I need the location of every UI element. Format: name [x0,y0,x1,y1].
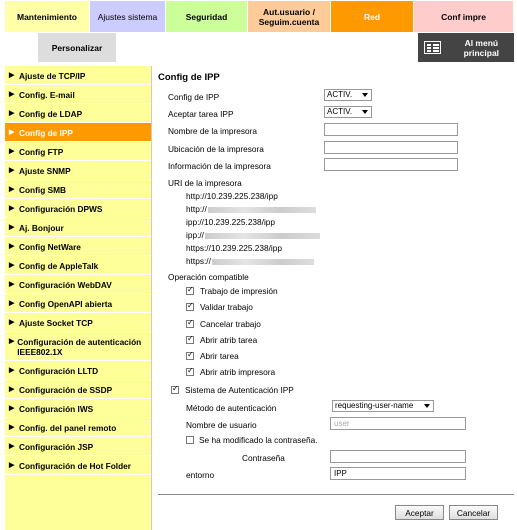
sidebar-item-label: Configuración IWS [19,404,94,414]
uri-https-host [186,255,314,269]
sidebar-item-hot-folder[interactable] [5,456,151,475]
op-get-jobs-label: Abrir tarea [200,351,239,361]
tab-aut-usuario[interactable]: Aut.usuario / Seguim.cuenta [248,1,331,32]
sidebar-item-iws[interactable] [5,399,151,418]
sidebar-item-webdav[interactable] [5,275,151,294]
arrow-right-icon: ▶ [9,424,15,431]
sidebar-item-email[interactable] [5,85,151,104]
sidebar-item-bonjour[interactable] [5,218,151,237]
page-title: Config de IPP [158,72,220,83]
op-job-attr-checkbox[interactable] [186,336,194,344]
realm-label: entorno [186,470,215,480]
redacted-block [208,207,316,213]
uri-http-host [186,203,316,217]
uri-http [186,190,278,204]
op-printer-attr-checkbox[interactable] [186,368,194,376]
sidebar-item-label: Config FTP [19,147,64,157]
arrow-right-icon: ▶ [9,129,15,136]
uri-text: http:// [186,204,207,214]
sidebar [5,66,152,530]
op-print-job-label: Trabajo de impresión [200,286,278,296]
sidebar-item-ieee8021x[interactable] [5,332,151,361]
chevron-down-icon [424,404,430,408]
printer-info-input[interactable] [324,158,458,171]
op-validate-job-checkbox[interactable] [186,303,194,311]
auth-method-select[interactable] [332,400,434,412]
op-validate-job-label: Validar trabajo [200,302,253,312]
ipp-select[interactable] [324,89,372,101]
op-job-attr-label: Abrir atrib tarea [200,335,258,345]
sidebar-item-label: Ajuste de TCP/IP [19,71,86,81]
accept-job-label: Aceptar tarea IPP [168,109,234,119]
op-print-job-checkbox[interactable] [186,287,194,295]
sidebar-item-label: Configuración DPWS [19,204,103,214]
arrow-right-icon: ▶ [9,91,15,98]
accept-job-select[interactable] [324,106,372,118]
arrow-right-icon: ▶ [9,262,15,269]
cancel-button[interactable]: Cancelar [449,505,498,520]
sidebar-item-remote-panel[interactable] [5,418,151,437]
sidebar-item-label: Config de IPP [19,128,73,138]
password-changed-label: Se ha modificado la contraseña. [199,435,318,445]
redacted-block [205,233,320,239]
sidebar-item-lltd[interactable] [5,361,151,380]
sidebar-item-appletalk[interactable] [5,256,151,275]
arrow-right-icon: ▶ [9,224,15,231]
sidebar-item-label: Configuración JSP [19,442,94,452]
printer-location-label: Ubicación de la impresora [168,144,264,154]
arrow-right-icon: ▶ [9,281,15,288]
sidebar-item-ssdp[interactable] [5,380,151,399]
tab-personalizar[interactable]: Personalizar [38,33,116,62]
printer-location-input[interactable] [324,141,458,154]
arrow-right-icon: ▶ [9,205,15,212]
sidebar-item-label: Config SMB [19,185,67,195]
printer-name-input[interactable] [324,123,458,136]
ipp-auth-label: Sistema de Autenticación IPP [185,385,294,395]
uri-text: http://10.239.225.238/ipp [186,191,278,201]
arrow-right-icon: ▶ [9,110,15,117]
sidebar-item-label: Configuración de Hot Folder [19,461,132,471]
auth-method-label: Método de autenticación [186,403,277,413]
uri-ipp-host [186,229,320,243]
tab-red[interactable]: Red [331,1,414,32]
chevron-down-icon [362,93,368,97]
op-cancel-job-label: Cancelar trabajo [200,319,261,329]
ipp-label: Config de IPP [168,92,220,102]
sidebar-item-label: Configuración WebDAV [19,280,112,290]
sidebar-item-openapi[interactable] [5,294,151,313]
sidebar-item-label: Ajuste SNMP [19,166,71,176]
main-menu-label: Al menú principal [463,37,500,58]
arrow-right-icon: ▶ [9,443,15,450]
arrow-right-icon: ▶ [9,243,15,250]
tab-conf-impre[interactable]: Conf impre [414,1,514,32]
arrow-right-icon: ▶ [9,72,15,79]
op-printer-attr-label: Abrir atrib impresora [200,367,276,377]
printer-uri-label: URI de la impresora [168,178,242,188]
arrow-right-icon: ▶ [9,338,15,345]
sidebar-item-label: Configuración LLTD [19,366,99,376]
password-label: Contraseña [242,453,285,463]
menu-list-icon [424,41,441,54]
arrow-right-icon: ▶ [9,186,15,193]
sidebar-item-label: Config. E-mail [19,90,75,100]
arrow-right-icon: ▶ [9,462,15,469]
arrow-right-icon: ▶ [9,405,15,412]
sidebar-item-label: Config OpenAPI abierta [19,299,113,309]
sidebar-item-netware[interactable] [5,237,151,256]
realm-input[interactable]: IPP [330,467,466,480]
arrow-right-icon: ▶ [9,300,15,307]
password-changed-checkbox[interactable] [186,436,194,444]
divider [158,494,514,495]
username-label: Nombre de usuario [186,420,257,430]
auth-method-select-value: requesting-user-name [335,401,414,410]
sidebar-item-label: Config. del panel remoto [19,423,117,433]
tab-seguridad[interactable]: Seguridad [166,1,248,32]
sub-bar [5,33,514,62]
uri-ipp [186,216,275,230]
tab-mantenimiento[interactable]: Mantenimiento [5,1,90,32]
sidebar-item-dpws[interactable] [5,199,151,218]
main-menu-button[interactable] [418,33,514,62]
arrow-right-icon: ▶ [9,167,15,174]
uri-https [186,242,282,256]
sidebar-item-smb[interactable] [5,180,151,199]
accept-job-select-value: ACTIV. [327,107,353,116]
sidebar-item-label: Configuración de SSDP [19,385,113,395]
uri-text: https:// [186,256,211,266]
compat-ops-label: Operación compatible [168,272,249,282]
tab-ajustes-sistema[interactable]: Ajustes sistema [90,1,166,32]
ok-button[interactable]: Aceptar [395,505,444,520]
username-input[interactable]: user [330,417,466,430]
op-cancel-job-checkbox[interactable] [186,320,194,328]
uri-text: ipp://10.239.225.238/ipp [186,217,276,227]
sidebar-item-label: Aj. Bonjour [19,223,64,233]
redacted-block [212,259,314,265]
sidebar-item-label: Config de LDAP [19,109,83,119]
password-input[interactable] [330,450,466,463]
sidebar-item-snmp[interactable] [5,161,151,180]
sidebar-item-label: Config NetWare [19,242,81,252]
arrow-right-icon: ▶ [9,319,15,326]
sidebar-item-jsp[interactable] [5,437,151,456]
uri-text: ipp:// [186,230,204,240]
sidebar-item-ipp[interactable] [5,123,151,142]
sidebar-item-label: Configuración de autenticación IEEE802.1X [17,337,142,357]
op-get-jobs-checkbox[interactable] [186,352,194,360]
main-tabbar [5,1,514,32]
sidebar-item-socket-tcp[interactable] [5,313,151,332]
printer-name-label: Nombre de la impresora [168,126,257,136]
sidebar-item-label: Ajuste Socket TCP [19,318,93,328]
sidebar-item-ldap[interactable] [5,104,151,123]
uri-text: https://10.239.225.238/ipp [186,243,282,253]
chevron-down-icon [362,110,368,114]
arrow-right-icon: ▶ [9,148,15,155]
ipp-select-value: ACTIV. [327,90,353,99]
sidebar-item-label: Config de AppleTalk [19,261,99,271]
printer-info-label: Información de la impresora [168,161,271,171]
sidebar-item-tcpip[interactable] [5,66,151,85]
sidebar-item-ftp[interactable] [5,142,151,161]
arrow-right-icon: ▶ [9,386,15,393]
ipp-auth-checkbox[interactable] [171,386,179,394]
arrow-right-icon: ▶ [9,367,15,374]
